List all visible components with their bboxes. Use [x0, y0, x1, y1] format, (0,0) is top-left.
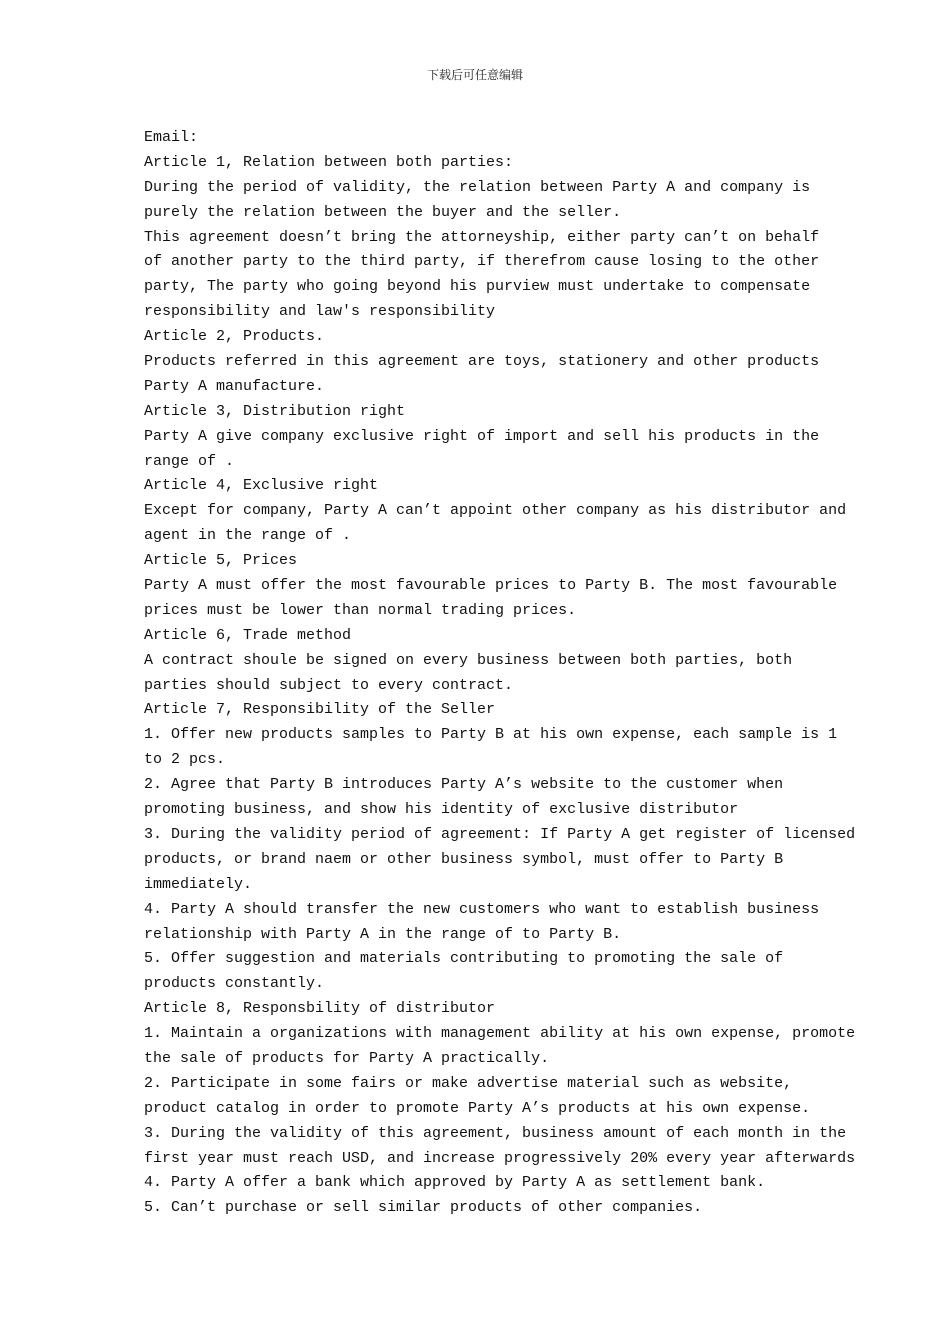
text-line: Article 5, Prices [144, 552, 298, 570]
text-line: responsibility and law's responsibility [144, 303, 496, 321]
text-line: 2. Agree that Party B introduces Party A’s website to the customer when [144, 776, 784, 794]
text-line: Article 6, Trade method [144, 626, 352, 644]
text-line: Article 2, Products. [144, 328, 325, 346]
text-line: Article 4, Exclusive right [144, 477, 379, 495]
text-line: prices must be lower than normal trading prices. [144, 601, 577, 619]
text-line: range of . [144, 452, 235, 470]
text-line: products, or brand naem or other business symbol, must offer to Party B [144, 850, 784, 868]
text-line: Party A give company exclusive right of import and sell his products in the [144, 427, 820, 445]
text-line: 1. Offer new products samples to Party B at his own expense, each sample is 1 [144, 726, 838, 744]
text-line: A contract shoule be signed on every business between both parties, both [144, 651, 793, 669]
text-line: relationship with Party A in the range of to Party B. [144, 925, 622, 943]
text-line: products constantly. [144, 975, 325, 993]
text-line: 5. Offer suggestion and materials contributing to promoting the sale of [144, 950, 784, 968]
text-line: Except for company, Party A can’t appoint other company as his distributor and [144, 502, 847, 520]
text-line: Email: [144, 129, 199, 146]
text-line: first year must reach USD, and increase progressively 20% every year afterwards [144, 1149, 856, 1167]
text-line: 2. Participate in some fairs or make advertise material such as website, [144, 1074, 793, 1092]
document-body [144, 126, 856, 1221]
text-line: parties should subject to every contract. [144, 676, 514, 694]
text-line: agent in the range of . [144, 527, 352, 545]
text-line: Products referred in this agreement are toys, stationery and other products [144, 353, 820, 371]
text-line: purely the relation between the buyer and the seller. [144, 203, 622, 221]
text-line: of another party to the third party, if therefrom cause losing to the other [144, 253, 820, 271]
text-line: Article 3, Distribution right [144, 402, 406, 420]
text-line: 4. Party A offer a bank which approved by Party A as settlement bank. [144, 1174, 766, 1192]
text-line: 3. During the validity period of agreement: If Party A get register of licensed [144, 825, 856, 843]
text-line: Article 8, Responsbility of distributor [144, 1000, 496, 1018]
text-line: This agreement doesn’t bring the attorneyship, either party can’t on behalf [144, 228, 820, 246]
text-line: 5. Can’t purchase or sell similar products of other companies. [144, 1199, 703, 1217]
page-header: 下载后可任意编辑 [426, 68, 523, 82]
text-line: product catalog in order to promote Party A’s products at his own expense. [144, 1099, 811, 1117]
text-line: Article 1, Relation between both parties: [144, 153, 514, 171]
text-line: 1. Maintain a organizations with management ability at his own expense, promote [144, 1025, 856, 1043]
text-line: Article 7, Responsibility of the Seller [144, 701, 496, 719]
text-line: the sale of products for Party A practically. [144, 1049, 550, 1067]
text-line: Party A must offer the most favourable prices to Party B. The most favourable [144, 577, 838, 595]
text-line: promoting business, and show his identity of exclusive distributor [144, 801, 739, 819]
text-line: Party A manufacture. [144, 377, 325, 395]
text-line: to 2 pcs. [144, 751, 226, 769]
text-line: During the period of validity, the relation between Party A and company is [144, 178, 811, 196]
text-line: immediately. [144, 875, 253, 893]
text-line: 4. Party A should transfer the new customers who want to establish business [144, 900, 820, 918]
text-line: party, The party who going beyond his purview must undertake to compensate [144, 278, 811, 296]
text-line: 3. During the validity of this agreement, business amount of each month in the [144, 1124, 847, 1142]
